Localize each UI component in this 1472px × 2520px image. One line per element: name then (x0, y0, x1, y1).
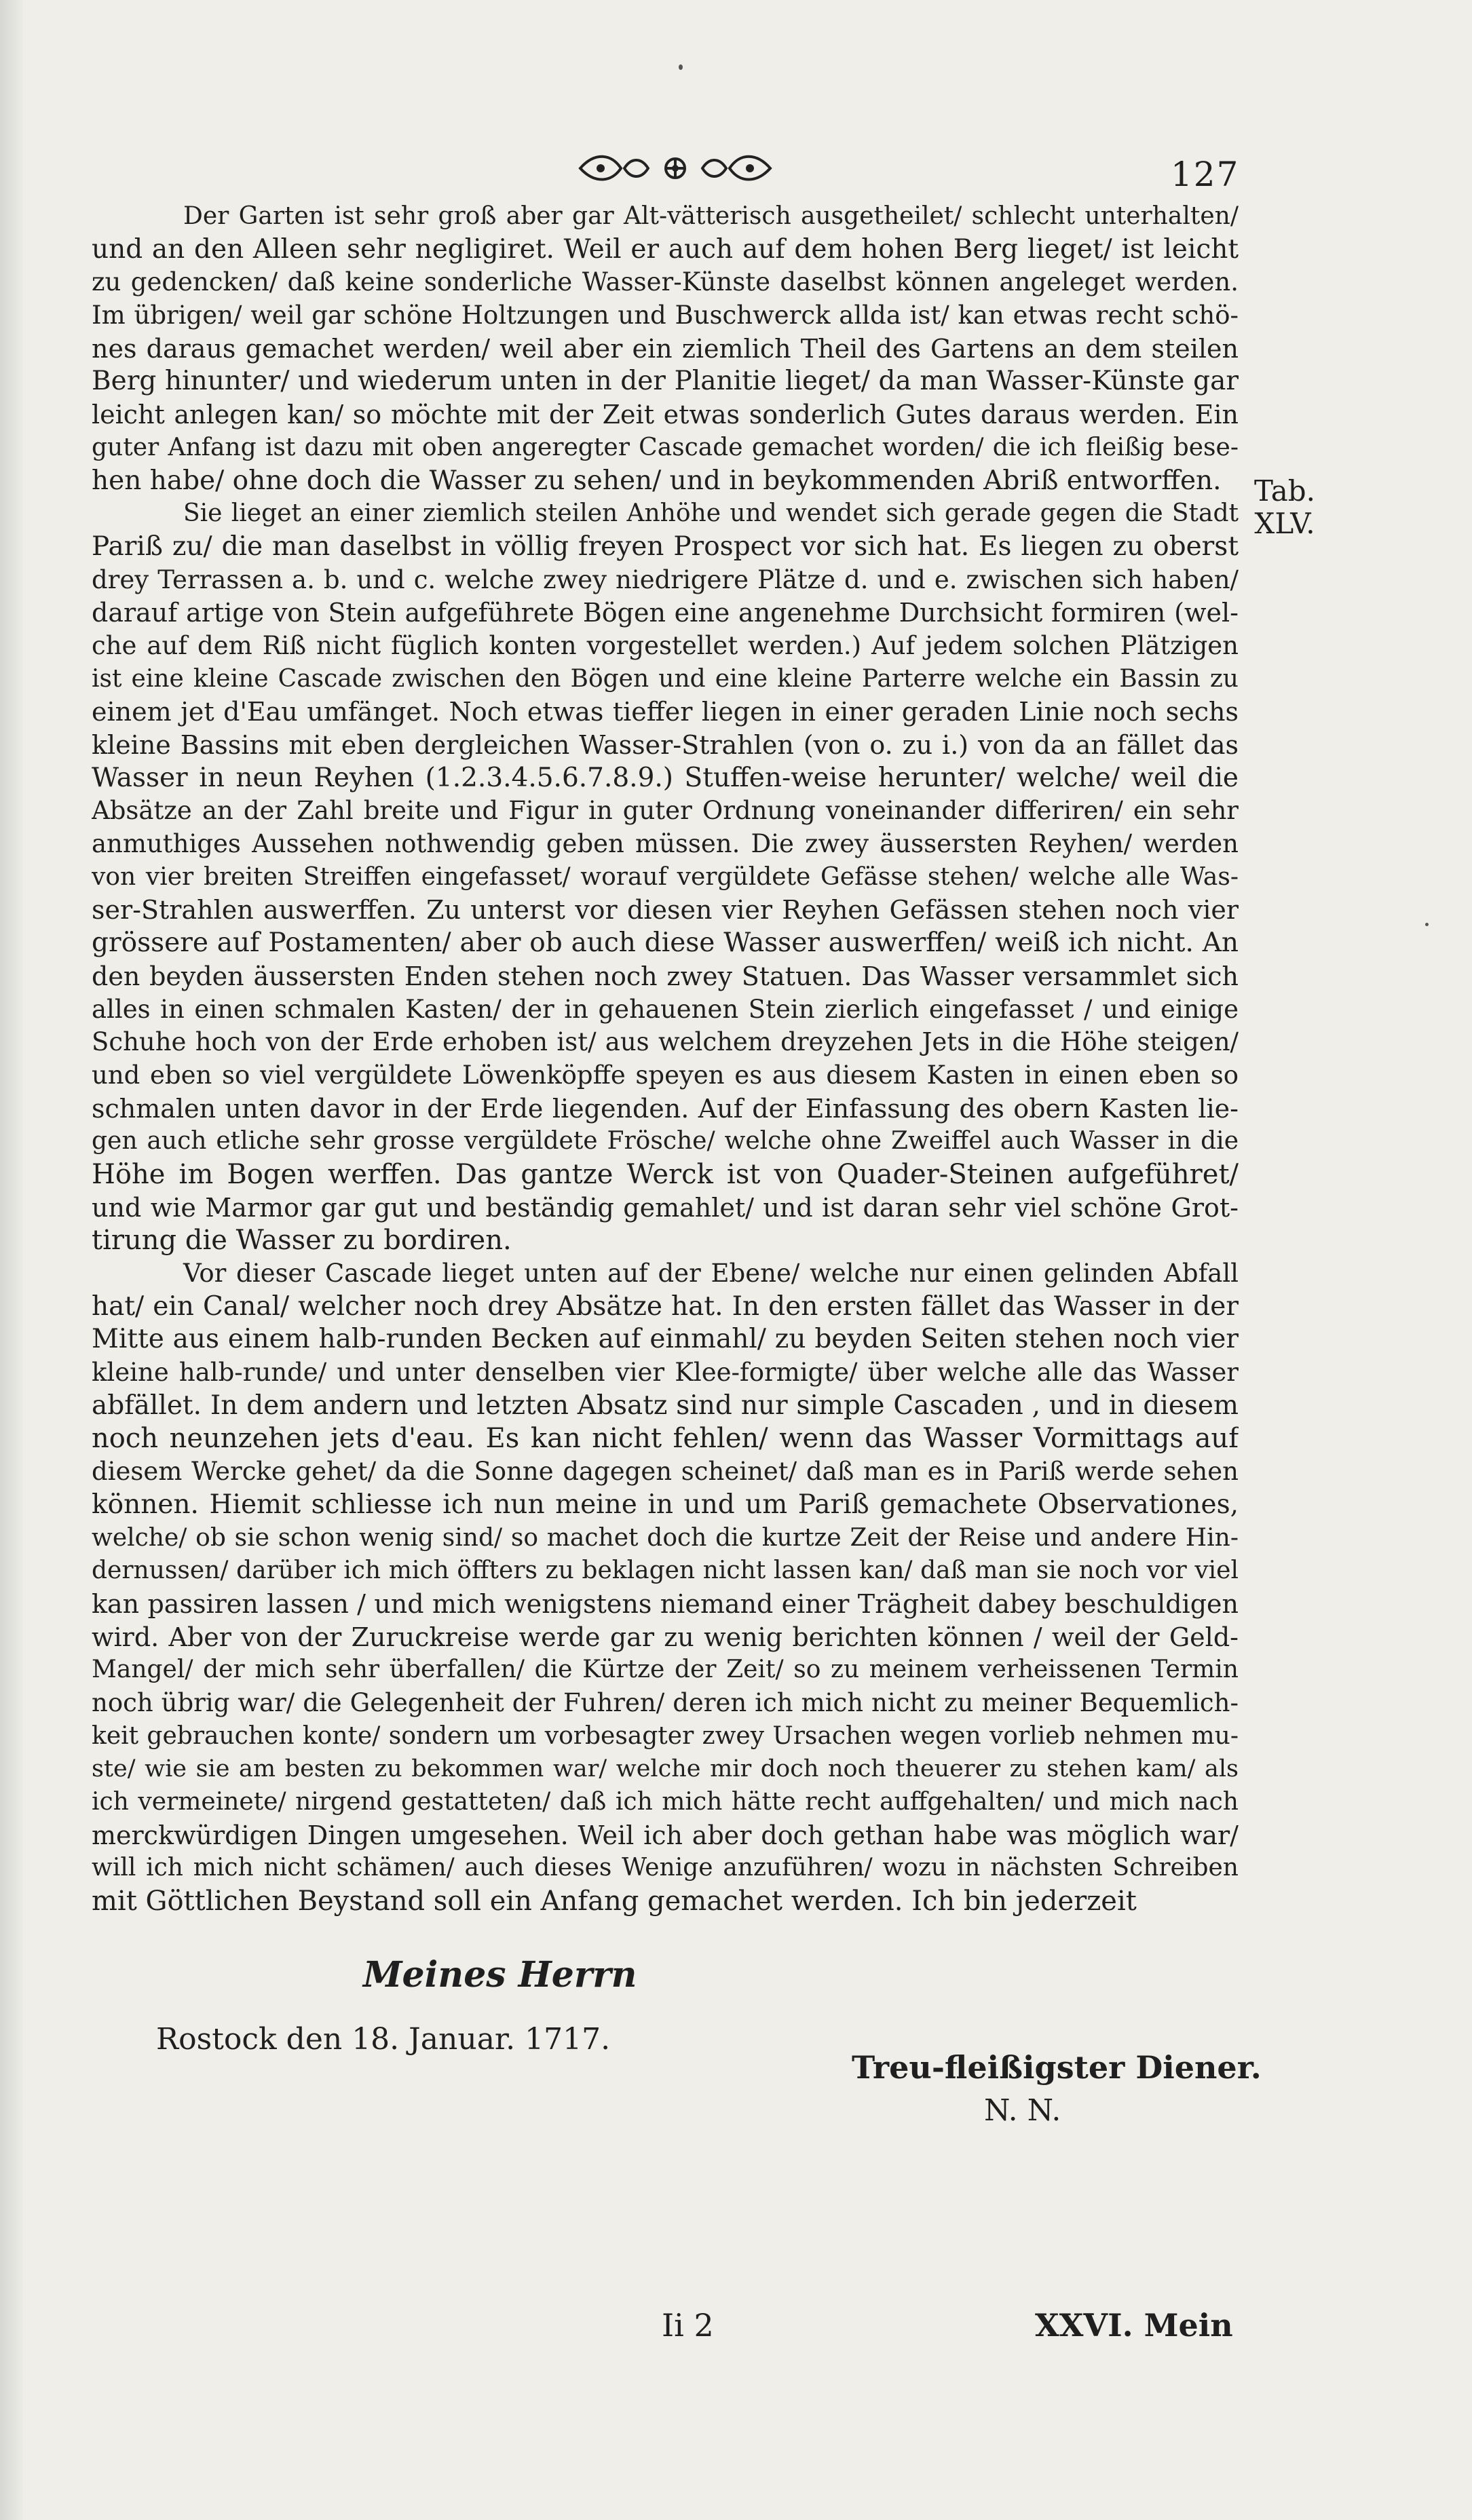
text-line: ser-Strahlen auswerffen. Zu unterst vor diesen vier Reyhen Gefässen stehen noch vier (92, 895, 1239, 925)
text-line: Vor dieser Cascade lieget unten auf der Ebene/ welche nur einen gelinden Abfall (183, 1259, 1239, 1288)
page-gutter (0, 0, 23, 2520)
text-line: kleine Bassins mit eben dergleichen Wasser-Strahlen (von o. zu i.) von da an fället das (92, 730, 1239, 760)
paper-speck (1425, 923, 1429, 926)
text-line: dernussen/ darüber ich mich öffters zu beklagen nicht lassen kan/ daß man sie noch vor viel (92, 1557, 1239, 1585)
text-line: Berg hinunter/ und wiederum unten in der Planitie lieget/ da man Wasser-Künste gar (92, 366, 1239, 397)
catchword: XXVI. Mein (1035, 2307, 1233, 2344)
text-line: gen auch etliche sehr grosse vergüldete Frösche/ welche ohne Zweiffel auch Wasser in die (92, 1127, 1239, 1156)
text-line: und an den Alleen sehr negligiret. Weil er auch auf dem hohen Berg lieget/ ist leicht (92, 233, 1239, 265)
printer-signature-mark: Ii 2 (662, 2307, 714, 2344)
paper-speck (679, 64, 683, 70)
text-line: ich vermeinete/ nirgend gestatteten/ daß ich mich hätte recht auffgehalten/ und mich nach (92, 1788, 1239, 1816)
text-line: anmuthiges Aussehen nothwendig geben müssen. Die zwey äussersten Reyhen/ werden (92, 829, 1239, 859)
text-line: guter Anfang ist dazu mit oben angeregter Cascade gemachet worden/ die ich fleißig bese- (92, 433, 1239, 461)
text-line: den beyden äussersten Enden stehen noch zwey Statuen. Das Wasser versammlet sich (92, 961, 1239, 991)
text-line: Im übrigen/ weil gar schöne Holtzungen und Buschwerck allda ist/ kan etwas recht schö- (92, 301, 1239, 330)
text-line: noch neunzehen jets d'eau. Es kan nicht fehlen/ wenn das Wasser Vormittags auf (92, 1423, 1239, 1455)
text-line: abfället. In dem andern und letzten Absatz sind nur simple Cascaden , und in diesem (92, 1390, 1239, 1421)
text-line: Mangel/ der mich sehr überfallen/ die Kürtze der Zeit/ so zu meinem verheissenen Termin (92, 1656, 1239, 1684)
text-line: kan passiren lassen / und mich wenigstens niemand einer Trägheit dabey beschuldigen (92, 1588, 1239, 1619)
margin-note-plate-number: XLV. (1254, 507, 1315, 540)
text-line: nes daraus gemachet werden/ weil aber ein ziemlich Theil des Gartens an dem steilen (92, 333, 1239, 364)
text-line: zu gedencken/ daß keine sonderliche Wasser-Künste daselbst können angeleget werden. (92, 267, 1239, 297)
text-line: will ich mich nicht schämen/ auch dieses Wenige anzuführen/ wozu in nächsten Schreiben (92, 1854, 1239, 1882)
text-line: Höhe im Bogen werffen. Das gantze Werck ist von Quader-Steinen aufgeführet/ (92, 1158, 1239, 1190)
text-line: wird. Aber von der Zuruckreise werde gar zu wenig berichten können / weil der Geld- (92, 1622, 1239, 1652)
text-line: hat/ ein Canal/ welcher noch drey Absätze hat. In den ersten fället das Wasser in der (92, 1291, 1239, 1322)
signature-initials: N. N. (984, 2093, 1061, 2128)
text-line: tirung die Wasser zu bordiren. (92, 1225, 512, 1257)
text-line: ste/ wie sie am besten zu bekommen war/ welche mir doch noch theuerer zu stehen kam/ als (92, 1755, 1239, 1783)
text-line: Absätze an der Zahl breite und Figur in guter Ordnung voneinander differiren/ ein sehr (92, 796, 1239, 826)
closing-salutation: Meines Herrn (363, 1954, 637, 1996)
page-header (0, 142, 1472, 194)
text-line: merckwürdigen Dingen umgesehen. Weil ich aber doch gethan habe was möglich war/ (92, 1820, 1239, 1850)
text-line: diesem Wercke gehet/ da die Sonne dagegen scheinet/ daß man es in Pariß werde sehen (92, 1457, 1239, 1487)
text-line: mit Göttlichen Beystand soll ein Anfang gemachet werden. Ich bin jederzeit (92, 1886, 1137, 1917)
text-line: können. Hiemit schliesse ich nun meine in und um Pariß gemachete Observationes, (92, 1489, 1239, 1520)
text-line: grössere auf Postamenten/ aber ob auch diese Wasser auswerffen/ weiß ich nicht. An (92, 928, 1239, 959)
text-line: von vier breiten Streiffen eingefasset/ worauf vergüldete Gefässe stehen/ welche alle Was- (92, 862, 1239, 891)
closing-signature: Treu-fleißigster Diener. (852, 2049, 1262, 2086)
text-line: ist eine kleine Cascade zwischen den Bögen und eine kleine Parterre welche ein Bassin zu (92, 664, 1239, 693)
text-line: Wasser in neun Reyhen (1.2.3.4.5.6.7.8.9.) Stuffen-weise herunter/ welche/ weil die (92, 762, 1239, 793)
text-line: leicht anlegen kan/ so möchte mit der Zeit etwas sonderlich Gutes daraus werden. Ein (92, 400, 1239, 430)
text-line: noch übrig war/ die Gelegenheit der Fuhren/ deren ich mich nicht zu meiner Bequemlich- (92, 1687, 1239, 1717)
text-line: che auf dem Riß nicht füglich konten vorgestellet werden.) Auf jedem solchen Plätzigen (92, 630, 1239, 660)
header-ornament-icon (573, 149, 777, 187)
text-line: schmalen unten davor in der Erde liegenden. Auf der Einfassung des obern Kasten lie- (92, 1093, 1239, 1124)
text-line: Der Garten ist sehr groß aber gar Alt-vätterisch ausgetheilet/ schlecht unterhalten/ (183, 202, 1239, 230)
text-line: darauf artige von Stein aufgeführete Bögen eine angenehme Durchsicht formiren (wel- (92, 598, 1239, 628)
text-line: kleine halb-runde/ und unter denselben vier Klee-formigte/ über welche alle das Wasser (92, 1358, 1239, 1388)
margin-note-plate-label: Tab. (1253, 474, 1316, 508)
text-line: drey Terrassen a. b. und c. welche zwey niedrigere Plätze d. und e. zwischen sich haben/ (92, 565, 1239, 594)
text-line: alles in einen schmalen Kasten/ der in gehauenen Stein zierlich eingefasset / und einige (92, 994, 1239, 1024)
text-line: Schuhe hoch von der Erde erhoben ist/ aus welchem dreyzehen Jets in die Höhe steigen/ (92, 1027, 1239, 1057)
page-number: 127 (1171, 155, 1240, 194)
text-line: Pariß zu/ die man daselbst in völlig freyen Prospect vor sich hat. Es liegen zu oberst (92, 531, 1239, 562)
place-and-date: Rostock den 18. Januar. 1717. (156, 2022, 611, 2057)
text-line: Sie lieget an einer ziemlich steilen Anhöhe und wendet sich gerade gegen die Stadt (183, 499, 1239, 528)
text-line: und eben so viel vergüldete Löwenköpffe speyen es aus diesem Kasten in einen eben so (92, 1060, 1239, 1090)
text-line: welche/ ob sie schon wenig sind/ so machet doch die kurtze Zeit der Reise und andere Hin- (92, 1523, 1239, 1552)
text-line: einem jet d'Eau umfänget. Noch etwas tieffer liegen in einer geraden Linie noch sechs (92, 697, 1239, 727)
text-line: und wie Marmor gar gut und beständig gemahlet/ und ist daran sehr viel schöne Grot- (92, 1192, 1239, 1223)
text-line: hen habe/ ohne doch die Wasser zu sehen/ und in beykommenden Abriß entworffen. (92, 465, 1222, 496)
margin-note (1247, 475, 1322, 540)
text-line: keit gebrauchen konte/ sondern um vorbesagter zwey Ursachen wegen vorlieb nehmen mu- (92, 1721, 1239, 1750)
body-text (92, 200, 1239, 1918)
text-line: Mitte aus einem halb-runden Becken auf einmahl/ zu beyden Seiten stehen noch vier (92, 1324, 1239, 1355)
